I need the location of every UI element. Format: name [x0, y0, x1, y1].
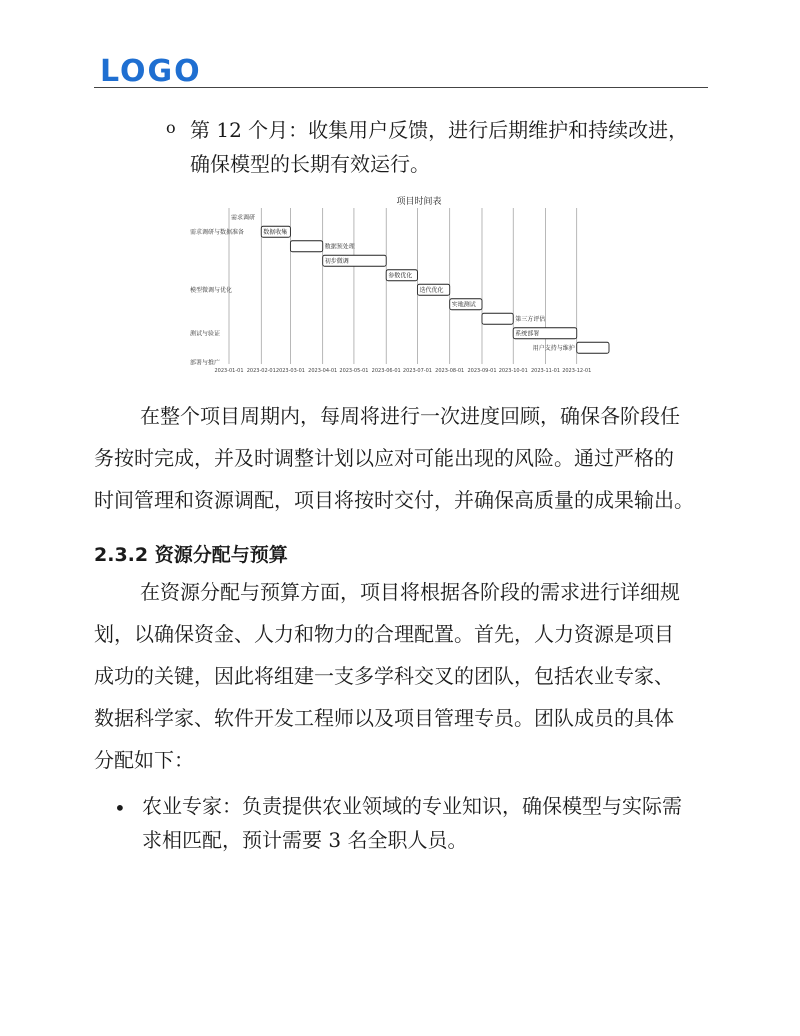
- paragraph1-line-2: 务按时完成，并及时调整计划以应对可能出现的风险。通过严格的: [94, 446, 674, 470]
- task-bar-6: [482, 313, 513, 324]
- x-tick-label-1: 2023-02-01: [246, 368, 276, 374]
- paragraph2-line-2: 划，以确保资金、人力和物力的合理配置。首先，人力资源是项目: [94, 622, 674, 646]
- bullet-line-2: 求相匹配，预计需要 3 名全职人员。: [142, 828, 468, 852]
- task-label-2: 初步微调: [324, 257, 349, 265]
- intro-line-1: 第 12 个月：收集用户反馈，进行后期维护和持续改进，: [190, 118, 689, 142]
- bullet-line-1: 农业专家：负责提供农业领域的专业知识，确保模型与实际需: [142, 794, 682, 818]
- chart-title: 项目时间表: [396, 197, 442, 207]
- x-tick-label-2: 2023-03-01: [275, 368, 305, 374]
- x-tick-label-0: 2023-01-01: [214, 368, 244, 374]
- x-tick-label-3: 2023-04-01: [308, 368, 338, 374]
- group-label-1: 需求调研与数据准备: [190, 228, 245, 236]
- x-tick-label-9: 2023-10-01: [498, 368, 528, 374]
- x-tick-label-5: 2023-06-01: [371, 368, 401, 374]
- gantt-chart: [186, 192, 616, 377]
- x-tick-label-4: 2023-05-01: [339, 368, 369, 374]
- bullet-marker: •: [114, 796, 126, 820]
- paragraph2-line-1: 在资源分配与预算方面，项目将根据各阶段的需求进行详细规: [140, 580, 680, 604]
- task-label-1: 数据预处理: [324, 243, 355, 251]
- task-label-6: 第三方评估: [515, 315, 546, 323]
- x-tick-label-11: 2023-12-01: [562, 368, 592, 374]
- group-label-2: 模型微调与优化: [190, 286, 233, 294]
- paragraph2-line-5: 分配如下：: [94, 748, 194, 772]
- paragraph2-line-4: 数据科学家、软件开发工程师以及项目管理专员。团队成员的具体: [94, 706, 674, 730]
- paragraph1-line-1: 在整个项目周期内，每周将进行一次进度回顾，确保各阶段任: [140, 404, 680, 428]
- section-title: 资源分配与预算: [154, 544, 288, 566]
- logo: LOGO: [100, 54, 202, 89]
- sub-bullet-marker: o: [166, 118, 176, 137]
- task-label-4: 迭代优化: [419, 286, 444, 294]
- intro-line-2: 确保模型的长期有效运行。: [190, 152, 430, 176]
- header-divider: [94, 87, 708, 88]
- section-heading: [94, 540, 288, 567]
- x-tick-label-7: 2023-08-01: [435, 368, 465, 374]
- section-number: 2.3.2: [94, 544, 149, 566]
- task-label-0: 数据收集: [263, 228, 288, 236]
- task-label-3: 参数优化: [388, 272, 413, 280]
- task-bar-8: [577, 342, 609, 353]
- task-label-7: 系统部署: [515, 330, 540, 338]
- group-label-4: 部署与推广: [190, 359, 221, 367]
- task-label-8: 用户支持与维护: [532, 344, 575, 352]
- task-bar-1: [290, 241, 322, 252]
- paragraph2-line-3: 成功的关键，因此将组建一支多学科交叉的团队，包括农业专家、: [94, 664, 674, 688]
- task-label-5: 实地测试: [451, 301, 476, 309]
- group-label-3: 测试与验证: [190, 330, 221, 338]
- x-tick-label-10: 2023-11-01: [530, 368, 561, 374]
- group-label-0: 需求调研: [231, 214, 256, 222]
- paragraph1-line-3: 时间管理和资源调配，项目将按时交付，并确保高质量的成果输出。: [94, 488, 694, 512]
- x-tick-label-6: 2023-07-01: [402, 368, 432, 374]
- x-tick-label-8: 2023-09-01: [467, 368, 497, 374]
